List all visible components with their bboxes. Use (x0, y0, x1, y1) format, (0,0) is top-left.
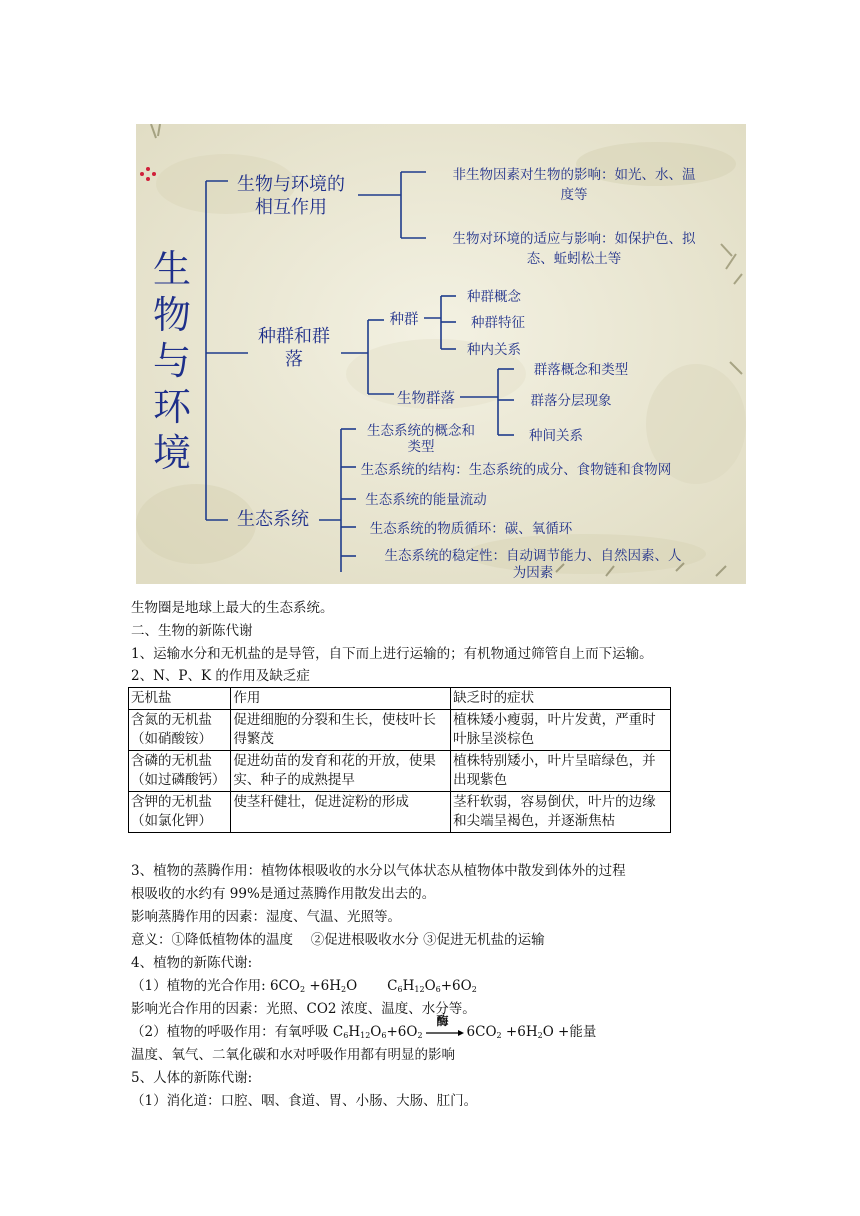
respiration-reactants: $C_6H_{12}O_6+6O_2$ (332, 1024, 423, 1040)
table-row (129, 751, 671, 792)
branch-item: 生态系统的能量流动 (365, 492, 487, 508)
subgroup-item: 种群概念 (467, 289, 521, 305)
section-heading-metabolism: 二、生物的新陈代谢 (131, 623, 253, 639)
table-header-cell: 无机盐 (129, 688, 231, 710)
concept-diagram (136, 124, 746, 584)
enzyme-label: 酶 (436, 1014, 449, 1028)
branch-item: 生态系统的概念和类型 (367, 423, 475, 455)
digestive-tract: （1）消化道：口腔、咽、食道、胃、小肠、大肠、肛门。 (131, 1093, 478, 1109)
branch-item: 生态系统的结构：生态系统的成分、食物链和食物网 (360, 462, 672, 478)
nutrient-table (128, 687, 671, 833)
table-row (129, 710, 671, 751)
table-header-cell: 作用 (231, 688, 451, 710)
table-cell: 含氮的无机盐（如硝酸铵） (129, 710, 231, 751)
table-cell: 含磷的无机盐（如过磷酸钙） (129, 751, 231, 792)
subgroup-item: 群落概念和类型 (533, 362, 629, 378)
table-cell: 促进幼苗的发育和花的开放，使果实、种子的成熟提早 (231, 751, 451, 792)
branch-item: 生物对环境的适应与影响：如保护色、拟态、蚯蚓松土等 (452, 231, 696, 267)
subgroup-item: 种间关系 (529, 428, 583, 444)
photosynthesis-line (131, 978, 477, 994)
photosynthesis-label: （1）植物的光合作用: (131, 978, 270, 994)
table-header-row (129, 688, 671, 710)
arrow-icon (425, 1024, 465, 1038)
table-header-cell: 缺乏时的症状 (451, 688, 671, 710)
branch-label: 生物与环境的相互作用 (237, 174, 345, 218)
plant-metabolism-heading: 4、植物的新陈代谢: (131, 955, 253, 971)
transpiration-definition: 3、植物的蒸腾作用：植物体根吸收的水分以气体状态从植物体中散发到体外的过程 (131, 863, 626, 879)
respiration-label: （2）植物的呼吸作用：有氧呼吸 (131, 1024, 333, 1040)
table-cell: 植株特别矮小，叶片呈暗绿色，并出现紫色 (451, 751, 671, 792)
branch-item: 非生物因素对生物的影响：如光、水、温度等 (452, 167, 696, 203)
root-title (153, 247, 192, 475)
branch-label: 生态系统 (237, 509, 309, 530)
subgroup-item: 种内关系 (467, 342, 521, 358)
photosynthesis-factors: 影响光合作用的因素：光照、CO2 浓度、温度、水分等。 (131, 1001, 476, 1017)
table-cell: 使茎秆健壮，促进淀粉的形成 (231, 792, 451, 833)
transpiration-significance: 意义：①降低植物体的温度 ②促进根吸收水分 ③促进无机盐的运输 (131, 932, 545, 948)
transpiration-factors: 影响蒸腾作用的因素：湿度、气温、光照等。 (131, 909, 401, 925)
subgroup-label: 生物群落 (397, 391, 455, 407)
subgroup-item: 群落分层现象 (530, 393, 612, 409)
table-cell: 含钾的无机盐（如氯化钾） (129, 792, 231, 833)
table-cell: 茎秆软弱，容易倒伏，叶片的边缘和尖端呈褐色，并逐渐焦枯 (451, 792, 671, 833)
photosynthesis-products: $C_6H_{12}O_6+6O_2$ (387, 978, 477, 994)
transport-paragraph: 1、运输水分和无机盐的是导管，自下而上进行运输的；有机物通过筛管自上而下运输。 (131, 646, 653, 662)
subgroup-item: 种群特征 (471, 315, 525, 331)
npk-heading: 2、N、P、K 的作用及缺乏症 (131, 668, 310, 684)
respiration-products: $6CO_2 +6H_2O$ (466, 1024, 554, 1040)
table-row (129, 792, 671, 833)
respiration-energy: +能量 (553, 1024, 597, 1040)
svg-text:生物与环境: 生物与环境 (152, 247, 192, 475)
respiration-factors: 温度、氧气、二氧化碳和水对呼吸作用都有明显的影响 (131, 1047, 455, 1063)
branch-item: 生态系统的稳定性：自动调节能力、自然因素、人为因素 (384, 548, 682, 581)
photosynthesis-reactants: $6CO_2 +6H_2O$ (269, 978, 358, 994)
branch-item: 生态系统的物质循环：碳、氧循环 (369, 521, 573, 537)
table-cell: 促进细胞的分裂和生长，使枝叶长得繁茂 (231, 710, 451, 751)
reaction-arrow (425, 1014, 465, 1038)
human-metabolism-heading: 5、人体的新陈代谢: (131, 1070, 253, 1086)
branch-label: 种群和群落 (258, 326, 330, 370)
respiration-line (131, 1014, 597, 1040)
biosphere-statement: 生物圈是地球上最大的生态系统。 (131, 600, 334, 616)
table-cell: 植株矮小瘦弱，叶片发黄，严重时叶脉呈淡棕色 (451, 710, 671, 751)
subgroup-label: 种群 (389, 312, 419, 328)
transpiration-fact: 根吸收的水约有 99%是通过蒸腾作用散发出去的。 (131, 886, 436, 902)
